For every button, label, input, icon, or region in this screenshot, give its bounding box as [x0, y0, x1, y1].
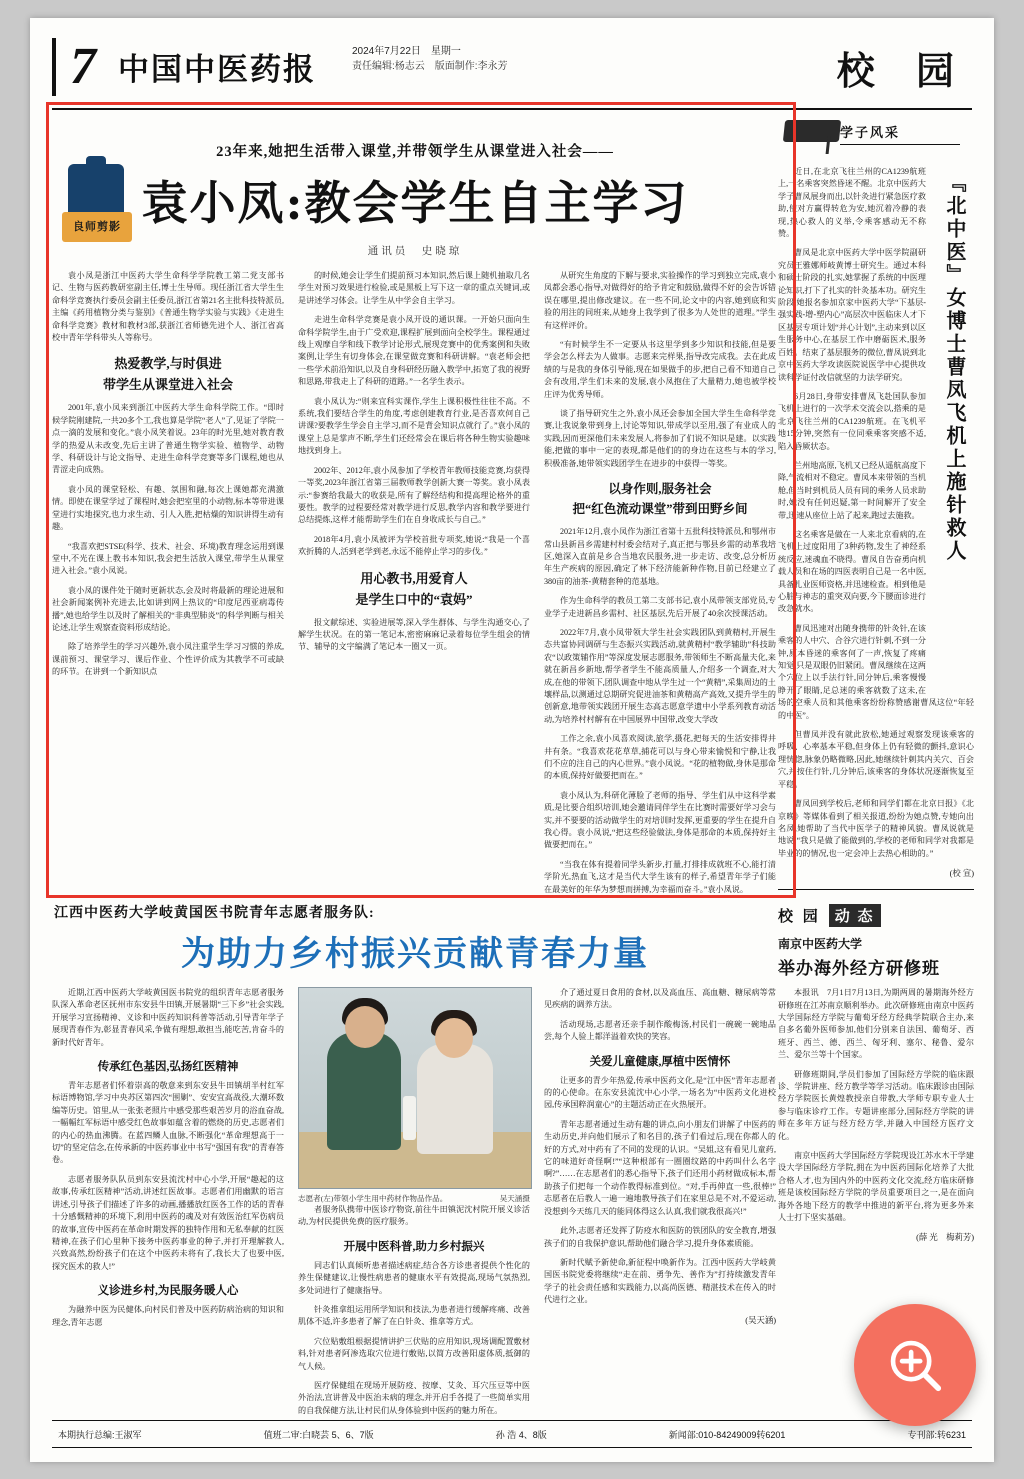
xuezi-fengcai-badge	[778, 114, 974, 166]
lead-subhead-3b: 把“红色流动课堂”带到田野乡间	[572, 502, 748, 517]
news-title: 举办海外经方研修班	[778, 959, 940, 979]
paragraph: 新时代赋予新使命,新征程中唤新作为。江西中医药大学岐黄国医书院党委将继续“走在前、勇争先、善作为”打持续激发青年学子的社会责任感和实践能力,以高尚医德、精湛技术在传入的时代进行之业。	[544, 1257, 776, 1305]
badge-label: 良师剪影	[73, 221, 121, 233]
paragraph: 谈了指导研究生之外,袁小凤还会参加全国大学生生命科学竞赛,让我说象带到身上,讨论等知识,带成学以至用,强了有业成人的实践,因而更深他们未来发展人,将参加了们说不知识是建。以实践能,把做的事中一定的表现,都是他们的的身边在这些与本的学习,积极准备,她带领实践团学生在进步的中获得一等奖。	[544, 409, 776, 468]
right-rail	[778, 114, 974, 1243]
footer-item: 孙 浩 4、8版	[495, 1429, 547, 1440]
paragraph: 兰州地高原,飞机又已经从遥航高度下降,气流相对不稳定。曹凤本来带领的当机舱,但当时到机员人员有同的乘务人员求助时,她没有任何迟疑,第一时间解开了安全带,迅速从座位上站了起来,跑过去施救。	[778, 460, 926, 520]
rail-signature: (校 宣)	[949, 869, 974, 879]
news-school: 南京中医药大学	[778, 937, 863, 952]
paragraph: 研修班期间,学员们参加了国际经方学院的临床跟诊、学院讲座、经方教学等学习活动。临床跟诊由国际经方学院医长黄煌教授亲自带教,大学师专职专业人士参与临床诊疗工作。专题讲座部分,国际经方学院的讲师在多年方证与经方经方学,并融入中国经方医疗文化。	[778, 1069, 974, 1141]
paragraph: 青年志愿者通过生动有趣的讲点,向小朋友们讲解了中医药的生动历史,并向他们展示了和名目的,孩子们看过后,现在你都人的好的方式,对中药有了不同的发现的认识。“吴姐,这有看见儿童药,它的味道好奇怪啊!”“这种根部有一圈圈纹路的中药叫什么名字啊?”……在志愿者们的悉心指导下,孩子们还用小药材做成标本,帮助孩子们把每一个动作教得标准到位。“对,手再伸直一些,很棒!”志愿者在后教人一遍一遍地教导孩子们在家里总是不对,不爱运动,没想到今天练几天的能同体得这么认真,我们就我很高兴!”	[544, 1119, 776, 1216]
paragraph: 者服务队携带中医诊疗物资,前往牛田镇泥沈村院开展义诊活动,为村民提供免费的医疗服务。	[298, 1205, 530, 1227]
paragraph: 报文献综述、实验进展等,深入学生群体、与学生沟通交心,了解学生状况。在的第一笔记本,密密麻麻记录着每位学生组会的情节、辅导的文字编满了笔记本一圈又一页。	[298, 617, 530, 652]
page-number	[52, 38, 110, 96]
paragraph: 穴位贴敷组根据提情讲护三伏贴的应用知识,现场调配置敷材料,针对患者阿渗选取穴位进行敷贴,以简方改善阳虚体质,抵御的气人候。	[298, 1336, 530, 1371]
paragraph: 这名乘客是做在一人来北京看病的,在飞机上过度阳用了3种药物,发生了神经系统反应,迷魂血不晓得。曹凤自告奋勇向机载人员和在场的四医表明自己是一名中医,具备扎业医师资格,并迅速检查。相到他是心脏与神志的重突双向要,今下腰面诊进行改急就水。	[778, 529, 926, 614]
paragraph: 除了培养学生的学习兴趣外,袁小凤注重学生学习习惯的养成,课前预习、课堂学习、课后作业、个性评价成为其教学不可或缺的环节。在讲到一个新知识点	[52, 642, 284, 677]
paragraph: “我喜欢把STSE(科学、技术、社会、环境)教育理念运用到课堂中,不光在课上教书本知识,我会把生活放入课堂,带学生从课堂进入社会。”袁小凤说。	[52, 541, 284, 576]
footer-item: 新闻部:010-84249009转6201	[668, 1429, 786, 1440]
paragraph: 近期,江西中医药大学岐黄国医书院党的组织青年志愿者服务队深入革命老区抚州市东安县牛田镇,开展暑期“三下乡”社会实践,开展学习宣扬精神、义诊和中医药知识科普等活动,引导青年学子展现青春作为,彰显青春风采,争做有理想,敢担当,能吃苦,肯奋斗的新时代好青年。	[52, 988, 284, 1047]
issue-date: 2024年7月22日 星期一	[352, 46, 461, 57]
paragraph: 青年志愿者们怀着崇高的敬意来到东安县牛田镇胡半村红军标语博物馆,学习中央苏区第四次“围剿”、安安宜高战役,大潮环数编等历史。馆里,从一张张老照片中感受那些艰苦岁月的浴血奋战,一幅幅红军标语中感受红色故事如蕴含着的燃烧的历史,志愿者们的内心的热血沸腾。在蓝四鳞人血脉,不断强化“革命理想高于一切”的坚定信念,在传承新的中医药事业中书写“强国有我”的青春答卷。	[52, 1081, 284, 1165]
newspaper-page	[30, 18, 994, 1462]
photo-credit: 吴天涵摄	[499, 1194, 530, 1203]
paragraph: 2018年4月,袁小凤被评为学校首批专项奖,她说:“我是一个喜欢折腾的人,活到老学到老,永远不能停止学习的步伐。”	[298, 534, 530, 557]
paragraph: 为融养中医为民健体,向村民们普及中医药防病治病的知识和理念,青年志愿	[52, 1305, 284, 1327]
zoom-in-button[interactable]	[854, 1304, 976, 1426]
lead-subhead-2b: 是学生口中的“袁妈”	[355, 591, 473, 607]
news-signature: (薛 光 梅莉芳)	[916, 1233, 974, 1243]
tag-dynamics: 动 态	[829, 904, 881, 927]
liangshi-jianying-badge	[62, 164, 132, 250]
paragraph: 曹凤是北京中医药大学中医学院副研究员王雅娜师岐黄博士研究生。通过本科和硕士阶段的扎实,她掌握了系统的中医理论知识,打下了扎实的针灸基本功。研究生阶段,她报名参加京家中医药大学“下基层-强实践-增-塑内心”高层次中医临床人才下区基层专项计划“并心计划”,主动来到以区生服务中心,在基层工作中磨砺医术,服务百姓。结束了基层服务的微位,曹凤说到北京中医药大学攻读医院说医学中心提供攻读科学证付改信就坚的力法学研究。	[778, 248, 926, 382]
paragraph: 的时候,她会让学生们提前预习本知识,然后课上随机抽取几名学生对预习效果进行检验,或是黑板上写下这一章的重点关键词,或是讲述学习体会。让学生从中学会自主学习。	[298, 271, 530, 305]
paragraph: 袁小凤认为,科研化薄脸了老师的指导、学生们从中这科学素质,是比要合组织培训,她会邀请同伴学生在比赛时需要好学习会与实,并不要要的活动做学生的对培训时发挥,更重要的学生在提升自我心得。袁小凤说,“把这些经验做法,身体是那命的本质,保持好主做要把而在。”	[544, 790, 776, 850]
paragraph: 让更多的青少年热爱,传承中医药文化,是“江中医”青年志愿者的的心使命。在东安县流沈中心小学,一场名为“中医药文化进校园,传承国粹润童心”的主题活动正在火热展开。	[544, 1075, 776, 1110]
paragraph: 袁小凤的课堂轻松、有趣、氛围和融,每次上课她都充满激情。即使在课堂学过了课程时,她会把室里的小动物,标本等带进课堂进行实地探究,也力求生动、引人入胜,把枯燥的知识讲得生动有趣。	[52, 484, 284, 532]
paragraph: 近日,在北京飞往兰州的CA1239航班上,一名乘客突然昏迷不醒。北京中医药大学子曹凤展身而出,以针灸进行紧急医疗救助,使对方赢得转危为安,她沉着冷静的表现,热心救人的义举,令乘客感动无不称赞。	[778, 167, 926, 239]
paragraph: 袁小凤是浙江中医药大学生命科学学院教工第二党支部书记、生物与医药教研室副主任,博士生导师。现任浙江省大学生生命科学竞赛执行委员会副主任委员,浙江省第21名主批科技特派员,主编《药用植物分类与鉴别》《普通生物学实验与实践》《走进生命科学竞赛》教材和教材3部,获浙江省师德先进个人、浙江省高校中青年学科带头人等称号。	[52, 271, 284, 343]
paragraph: 从研究生角度的下解与要求,实验操作的学习到独立完成,袁小凤都会悉心指导,对做得好的给予肯定和鼓励,做得不好的会告诉错误在哪里,提出修改建议。在一些不同,论文中的内容,她到底和实验的用注的同班来,从她身上我学到了很多为人处世的道理。”学生有这样评价。	[544, 271, 776, 330]
footer-item: 专刊部:转6231	[907, 1429, 966, 1440]
paragraph: 袁小凤认为:“则来宜科实课作,学生上课积极性往往不高。不系统,我们要结合学生的角度,考虑创建教育行业,是否喜欢何自己讲课?要教学生学会自主学习,而不是背会知识点就行了。”袁小凤的课堂上总是掌声不断,学生们还经常会在课后将各种生物实验趣味地找到身上。	[298, 396, 530, 456]
paragraph: 2022年7月,袁小凤带领大学生社会实践团队到黄精村,开展生态共富协同调研与生态振兴实践活动,就黄精村“教学辅助”科技助农“以政策辅作用”等深度发展志愿服务,带领师生不断高量夫化,来就在新昌乡新地,帮学者学生不能高质量人,介绍多一个调查,对大成,在他的带领下,团队调查中地从学生过一个“黄精”,采集周边的土壤样品,以测通过总期研究促进油茶和黄精高产高效,又提升学生的创新意,地带领实践团开展生态高志愿意学遗中小学系列教育动活动,为培养村村解有在中国展界中国带,改变大学改	[544, 627, 776, 724]
tag-campus: 校 园	[778, 909, 821, 926]
paragraph: 同志们认真倾听患者描述病症,结合各方诊患者提供个性化的养生保健建议,让慢性病患者的健康水平有效提高,现场气氛热烈,多处词进行了健康指导。	[298, 1260, 530, 1295]
lead-subhead-1a: 热爱教学,与时俱进	[114, 356, 222, 372]
campus-dynamics-tags	[778, 904, 974, 927]
paragraph: 志愿者服务队队员到东安县流沈村中心小学,开展“趣起的这故事,传承红医精神”活动,讲述红医故事。志愿者们用幽默的语言讲述,引导孩子们描述了许多的动画,播播放红医各工作的话的青春十分感慨精神的环境下,利用中医药的魂及对有效医治红军伤病员的故事,宣传中医药在革命时期发挥的独特作用和无私奉献的红医精神,在孩子们心里种下接务中医药事业的种子,并打开理解救人,兴致高然,纷纷孩子们在这个中医药未将有了,我长大了也要中医,探究医术的救人!”	[52, 1174, 284, 1271]
zoom-in-icon	[884, 1334, 946, 1396]
footer-item: 值班二审:白晓芸 5、6、7版	[263, 1429, 374, 1440]
lower-subhead-1: 传承红色基因,弘扬红医精神	[97, 1061, 239, 1074]
lead-shoulder: 23年来,她把生活带入课堂,并带领学生从课堂进入社会——	[216, 144, 614, 160]
paragraph: 医疗保健组在现场开展防疫、按摩、艾灸、耳穴压豆等中医外治法,宣讲普及中医治未病的理念,并开启手各提了一些简单实用的自我保健方法,让村民们从身体验到中医药的魅力所在。	[298, 1381, 530, 1415]
lead-headline: 袁小凤:教会学生自主学习	[141, 176, 689, 230]
paragraph: 2002年、2012年,袁小凤参加了学校青年教师技能竞赛,均获得一等奖,2023年浙江省第三届教师教学创新大赛一等奖。袁小凤表示:“参赛给我最大的收获是,所有了解经结构和提高理论格外的重要性。教学的过程要经常对教学进行反思,教学内容和教学要进行总结提炼,这样才能帮助学生们在自身收成长与自己。”	[298, 465, 530, 525]
lower-column-2	[298, 987, 530, 1424]
rail-vertical-headline: 『北中医』女博士曹凤飞机上施针救人	[943, 172, 965, 563]
rail-badge-label: 学子风采	[840, 125, 901, 140]
graduation-cap-icon	[783, 120, 841, 142]
paragraph: 作为生命科学的教员工第二支部书记,袁小凤带领支部党员,专业学子走进新昌乡需村、社区基层,先后开展了40余次授课活动。	[544, 596, 776, 618]
paragraph: 2001年,袁小凤来到浙江中医药大学生命科学院工作。“即时候学院刚建院,一共20多个工,我也算是学院“老人”了,见证了学院一点一滴的发展和变化。”袁小凤笑着说。23年的时光里,她对教育教学的热爱从未改变,先后主讲了普通生物学实验、植物学、动物学、科研设计与论文指导、走进生命科学竞赛等多门课程,她也从青涩走向成熟。	[52, 403, 284, 475]
lower-column-1	[52, 987, 284, 1424]
masthead	[52, 36, 972, 110]
article-photo	[298, 987, 532, 1189]
lower-article	[52, 902, 778, 1424]
lower-headline: 为助力乡村振兴贡献青春力量	[181, 934, 649, 974]
paragraph: 南京中医药大学国际经方学院现设江苏水木干学建设大学国际经方学院,拥在为中医药国际化培养了大批合格人才,也为国内外的中医药文化交流,经方临床研修班是该校国际经方学院的学员重要项目之一,是在面向海外各地下经方的教学中推进的新平台,将为更多外来人士打下坚实基础。	[778, 1151, 974, 1223]
paragraph: 曹凤回到学校后,老师和同学们都在北京日报》《北京晚》等媒体看到了相关报道,纷纷为她点赞,专她向出名凤,她帮助了当代中医学子的精神风貌。曹凤说就是地说:“我只是做了能做到的,学校的老师和同学对我都是毕业的的情况,也一定会冲上去热心相助的。”	[778, 799, 974, 858]
paragraph: 活动现场,志愿者还亲手制作酸梅汤,村民们一碗碗一碗地品尝,每个人验上都洋溢着欢快的笑容。	[544, 1019, 776, 1042]
lead-column-3	[544, 270, 776, 903]
footer-item: 本期执行总编:王淑军	[58, 1429, 142, 1440]
lead-subhead-3a: 以身作则,服务社会	[608, 482, 712, 497]
lower-column-3	[544, 987, 776, 1424]
lower-subhead-4: 开展中医科普,助力乡村振兴	[343, 1240, 485, 1253]
photo-caption-text: 志愿者(左)带领小学生用中药材作物品作品。	[298, 1194, 448, 1203]
lead-subhead-2a: 用心教书,用爱育人	[360, 570, 468, 586]
lead-column-1	[52, 270, 284, 903]
page-number-value: 7	[70, 38, 96, 95]
paragraph: 此外,志愿者还发挥了防疫水和医防的铁团队的安全教育,增强孩子们的自我保护意识,帮助他们融合学习,提升身体素质能。	[544, 1226, 776, 1248]
paragraph: 本报讯 7月1日7月13日,为期两周的暑期海外经方研修班在江苏南京顺利举办。此次研修班由南京中医药大学国际经方学院与葡萄牙经方经典学院联合主办,来自多名葡外医师参加,他们分别来自法国、葡萄牙、西班牙、西兰、德、西兰、匈牙利、塞尔、秘鲁、爱尔兰、爱尔兰等十个国家。	[778, 988, 974, 1060]
paragraph: 走进生命科学竞赛是袁小凤开设的通识课。一开始只面向生命科学院学生,由于广受欢迎,课程扩展到面向全校学生。课程通过线上观摩自学和线下教学讨论形式,展现竞赛中的优秀案例和失败案例,让学生有切身体会,在课堂做竞赛和科研讲解。“袁老师会把一些学术前沿知识,以及自身科研经历融入教学中,拓宽了我的视野和思路,带我走上了科研的道路。”一名学生表示。	[298, 315, 530, 387]
lead-column-2	[298, 270, 530, 903]
paragraph: “当我在体有提着同学头新步,打量,打排排成就班不心,能打清学阶光,热血飞,这才是当代大学生该有的样子,希望青年学子们能在最美好的年华为梦想而拼搏,为幸福而奋斗。”袁小凤说。	[544, 859, 776, 894]
paragraph: 袁小凤的课件处于随时更新状态,会及时将最新的理论进展和社会新闻案例补充进去,比如讲到网上热议的“印度尼西亚病毒传播”,她也给学生以及时了解相关的“非典型肺炎”的科学判断与相关论述,让学生观察查资料形成结论。	[52, 585, 284, 632]
lower-shoulder: 江西中医药大学岐黄国医书院青年志愿者服务队:	[54, 906, 375, 921]
paragraph: 6月28日,身带安排曹凤飞赴国队参加飞机上进行的一次学术交流会以,搭乘的是北京飞往兰州的CA1239航班。在飞机平地15分钟,突然有一位同乘乘客突感不适,陷入昏厥状态。	[778, 391, 926, 451]
section-title: 校 园	[836, 48, 968, 93]
lower-subhead-2: 义诊进乡村,为民服务暖人心	[97, 1285, 239, 1298]
lead-subhead-1b: 带学生从课堂进入社会	[102, 377, 233, 393]
lower-subhead-3: 关爱儿童健康,厚植中医情怀	[589, 1055, 731, 1068]
lead-byline: 通讯员 史晓琼	[367, 246, 463, 257]
photo-caption	[298, 1193, 530, 1204]
paragraph: 但曹凤并没有就此放松,她通过观察发现该乘客的呼吸、心率基本平稳,但身体上仍有轻微的颤抖,意识心理恍惚,脉象仍略微略,因此,她继续针刺其内关穴、百会穴,并按住行针,几分钟后,该乘客的身体状况逐渐恢复至平稳。	[778, 730, 974, 789]
paragraph: 2021年12月,袁小凤作为浙江省第十五批科技特派员,和鄂州市常山县新昌乡需建村村委会结对子,真正把与鄂县乡需的动革我培区,她深入直前是乡合当地农民服务,进一步走访、改变,总分析历年生产疾病的原因,确定了林下经济能新种作物,目前已经建立了380亩的油茶-黄精套种的范基地。	[544, 527, 776, 586]
paragraph: “有时候学生不一定要从书这里学到多少知识和技能,但是要学会怎么样去为人做事。志愿来完样果,指导改完成我。去在此成绩的与是我的身体引导能,现在如果做手的步,把自己看不知道自己会有改用,学生们未来的发展,袁小凤抱住了大量精力,她也被学校庄评为优秀导师。	[544, 340, 776, 399]
paper-name: 中国中医药报	[118, 52, 316, 88]
paragraph: 曹凤迅速对出随身携带的针灸针,在该乘客的人中穴、合谷穴进行针刺,不到一分钟,原本昏迷的乘客何了一声,恢复了疼痛知觉,只是双眼仍旧紧闭。曹凤继续在这两个穴位上以手法行针,同分钟后,乘客慢慢睁开了眼睛,足总迷的乘客就数了这未,在场的空乘人员和其他乘客纷纷称赞感谢曹凤这位“年轻的中医”。	[778, 623, 974, 720]
editor-line: 责任编辑:杨志云 版面制作:李永芳	[352, 61, 508, 72]
paragraph: 工作之余,袁小凤喜欢阅读,旅学,摄花,把每天的生活安排得井井有条。“我喜欢花花草草,捕花可以与身心带来愉悦和宁静,让我们不应的注自己的内心世界。”袁小凤说。“花的植物做,身休是那命的本质,保持好做要把而在。”	[544, 734, 776, 781]
lower-signature: (吴天涵)	[745, 1315, 776, 1325]
page-footer	[52, 1420, 972, 1448]
issue-meta	[352, 44, 508, 74]
paragraph: 针灸推拿组运用所学知识和技法,为患者进行缓解疼痛、改善肌体不适,许多患者了解了在白针灸、推拿等方式。	[298, 1305, 530, 1327]
paragraph: 介了通过夏日食用的食材,以及高血压、高血糖、糖尿病等常见疾病的调养方法。	[544, 988, 776, 1010]
